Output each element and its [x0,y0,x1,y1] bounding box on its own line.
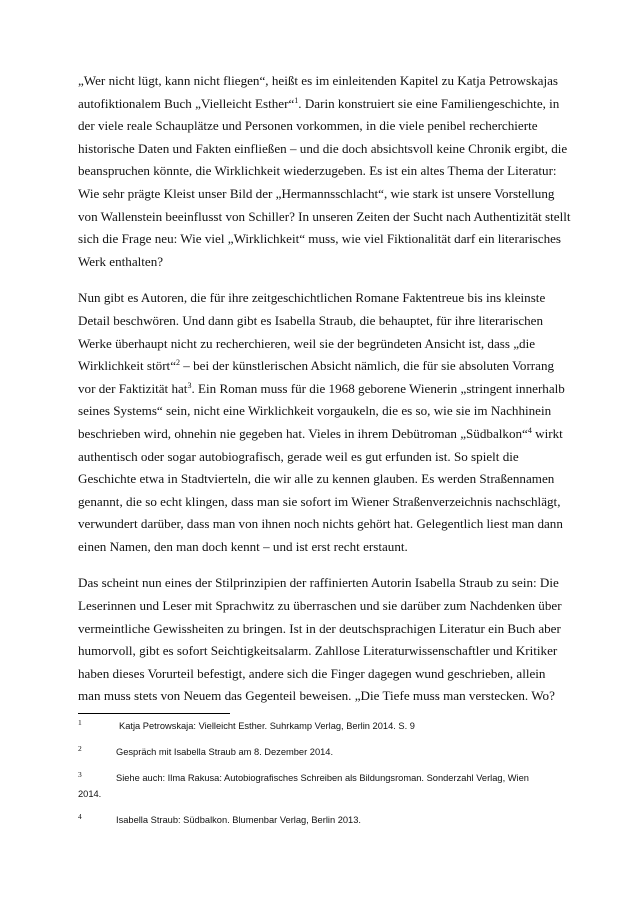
text-segment: beanspruchen könnte, die Wirklichkeit wiederzugeben. Es ist ein altes Thema der Literatur: [78,163,557,179]
text-segment: – bei der künstlerischen Absicht nämlich, die für sie absoluten Vorrang [180,358,555,374]
text-line [78,446,570,469]
text-segment: verwundert darüber, dass man von ihnen noch nichts gehört hat. Gelegentlich liest man dann [78,516,563,532]
text-segment: wirkt [531,425,563,441]
text-line [78,572,570,595]
text-segment: . Ein Roman muss für die 1968 geborene Wienerin „stringent innerhalb [191,380,565,396]
text-line [78,70,570,93]
text-segment: vermeintliche Gewissheiten zu bringen. Ist in der deutschsprachigen Literatur ein Buch aber [78,620,561,636]
body-text [78,70,570,722]
text-line [78,115,570,138]
text-segment: Nun gibt es Autoren, die für ihre zeitgeschichtlichen Romane Faktentreue bis ins kleinste [78,290,546,306]
footnote-number: 2 [78,744,82,753]
text-line [78,310,570,333]
text-segment: Werke überhaupt nicht zu recherchieren, weil sie der begründeten Ansicht ist, dass „die [78,335,536,351]
footnote-reference[interactable]: 1 [294,95,299,105]
text-line [78,378,570,401]
text-segment: Das scheint nun eines der Stilprinzipien der raffinierten Autorin Isabella Straub zu sein: Die [78,575,559,591]
footnote [78,770,578,799]
text-segment: Geschichte etwa in Stadtvierteln, die wir alle zu kennen glauben. Es werden Straßennamen [78,471,555,487]
text-line [78,138,570,161]
paragraph [78,572,570,708]
text-line [78,160,570,183]
text-segment: genannt, die so echt klingen, dass man sie sofort im Wiener Straßenverzeichnis nachschlägt, [78,493,561,509]
footnote-number: 3 [78,770,82,779]
footnote-text: Gespräch mit Isabella Straub am 8. Dezember 2014. [116,747,334,757]
footnote-text: Isabella Straub: Südbalkon. Blumenbar Verlag, Berlin 2013. [116,815,361,825]
text-line [78,663,570,686]
footnote-text: Siehe auch: Ilma Rakusa: Autobiografisches Schreiben als Bildungsroman. Sonderzahl Verlag, Wien [116,773,529,783]
text-segment: humorvoll, gibt es sofort Seichtigkeitsalarm. Zahllose Literaturwissenschaftler und Kritiker [78,643,558,659]
text-line [78,423,570,446]
footnote-reference[interactable]: 4 [527,425,532,435]
text-segment: Werk enthalten? [78,253,164,269]
text-segment: seines Systems“ sein, nicht eine Wirklichkeit vorgaukeln, die es so, wie sie im Nachhinein [78,403,552,419]
text-line [78,468,570,491]
text-line [78,685,570,708]
text-line [78,228,570,251]
text-segment: haben dieses Vorurteil befestigt, andere sich die Finger dagegen wund geschrieben, allein [78,665,546,681]
text-segment: der viele reale Schauplätze und Personen vorkommen, in die viele penibel recherchierte [78,118,538,134]
text-segment: authentisch oder sogar autobiografisch, gerade weil es gut erfunden ist. So spielt die [78,448,519,464]
text-segment: historische Daten und Fakten einfließen – und die doch absichtsvoll keine Chronik ergibt, die [78,140,568,156]
footnote-separator [78,713,230,714]
text-line [78,536,570,559]
footnote [78,812,578,825]
text-line [78,251,570,274]
text-segment: vor der Faktizität hat [78,380,188,396]
text-line [78,400,570,423]
footnote [78,744,578,757]
footnote-reference[interactable]: 2 [176,358,181,368]
footnote-number: 4 [78,812,82,821]
footnote-text-continuation: 2014. [78,789,102,799]
text-segment: sich die Frage neu: Wie viel „Wirklichkeit“ muss, wie viel Fiktionalität darf ein literarisches [78,231,562,247]
text-line [78,491,570,514]
footnote-number: 1 [78,718,82,727]
text-segment: Leserinnen und Leser mit Sprachwitz zu überraschen und sie darüber zum Nachdenken über [78,598,562,614]
text-line [78,640,570,663]
text-line [78,206,570,229]
text-segment: von Wallenstein beeinflusst von Schiller? In unseren Zeiten der Sucht nach Authentizität stellt [78,208,571,224]
footnote-reference[interactable]: 3 [187,380,192,390]
paragraph [78,70,570,273]
text-line [78,595,570,618]
footnote-text: Katja Petrowskaja: Vielleicht Esther. Suhrkamp Verlag, Berlin 2014. S. 9 [119,721,415,731]
text-segment: „Wer nicht lügt, kann nicht fliegen“, heißt es im einleitenden Kapitel zu Katja Petrowskajas [78,73,558,88]
text-segment: Wie sehr prägte Kleist unser Bild der „Hermannsschlacht“, wie stark ist unsere Vorstellung [78,185,555,201]
text-segment: Wirklichkeit stört“ [78,358,177,374]
text-line [78,287,570,310]
text-segment: man muss stets von Neuem das Gegenteil beweisen. „Die Tiefe muss man verstecken. Wo? [78,688,555,704]
text-segment: einen Namen, den man doch kennt – und ist erst recht erstaunt. [78,538,408,554]
paragraph [78,287,570,558]
text-line [78,183,570,206]
text-segment: beschrieben wird, ohnehin nie gegeben hat. Vieles in ihrem Debütroman „Südbalkon“ [78,425,528,441]
text-line [78,618,570,641]
text-segment: Detail beschwören. Und dann gibt es Isabella Straub, die behauptet, für ihre literarischen [78,312,544,328]
text-segment: autofiktionalem Buch „Vielleicht Esther“ [78,95,295,111]
footnote [78,718,578,731]
text-line [78,513,570,536]
text-line [78,333,570,356]
text-segment: . Darin konstruiert sie eine Familiengeschichte, in [298,95,560,111]
text-line [78,355,570,378]
text-line [78,93,570,116]
